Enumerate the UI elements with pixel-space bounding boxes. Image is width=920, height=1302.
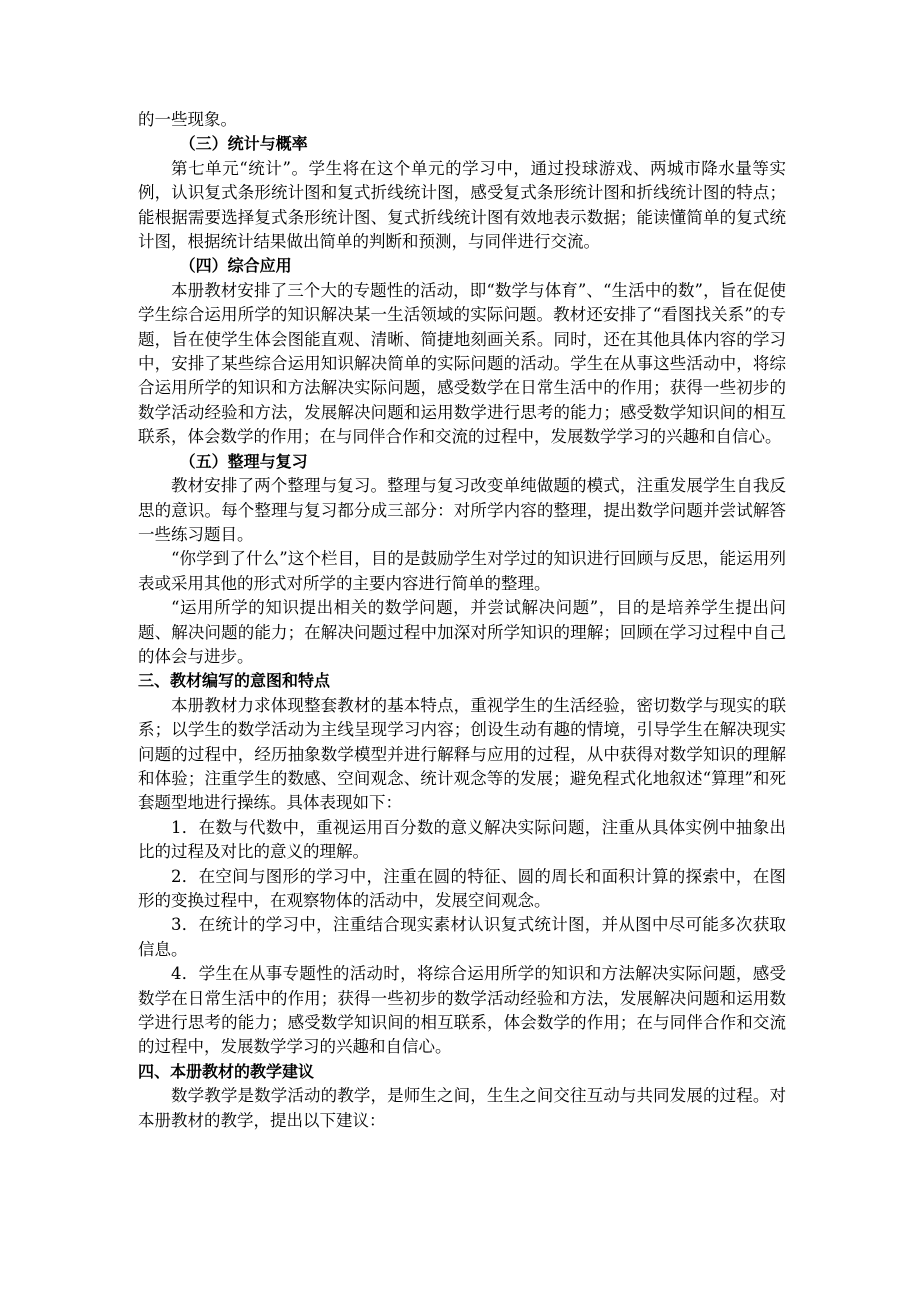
paragraph-review-1: 教材安排了两个整理与复习。整理与复习改变单纯做题的模式，注重发展学生自我反思的意识。每个整理与复习都分成三部分：对所学内容的整理，提出数学问题并尝试解答一些练习题目。 — [138, 476, 786, 544]
main-heading-intent: 三、教材编写的意图和特点 — [138, 671, 331, 691]
paragraph-continuation: 的一些现象。 — [138, 110, 237, 129]
list-item-1: 1．在数与代数中，重视运用百分数的意义解决实际问题，注重从具体实例中抽象出比的过程及对比的意义的理解。 — [138, 817, 786, 862]
list-item-3: 3．在统计的学习中，注重结合现实素材认识复式统计图，并从图中尽可能多次获取信息。 — [138, 915, 786, 959]
section-heading-review: （五）整理与复习 — [179, 451, 308, 471]
document-page — [138, 108, 786, 1133]
list-item-2: 2．在空间与图形的学习中，注重在圆的特征、圆的周长和面积计算的探索中，在图形的变换过程中，在观察物体的活动中，发展空间观念。 — [138, 866, 786, 910]
paragraph-review-2: “你学到了什么”这个栏目，目的是鼓励学生对学过的知识进行回顾与反思，能运用列表或采用其他的形式对所学的主要内容进行简单的整理。 — [138, 549, 786, 593]
paragraph-review-3: “运用所学的知识提出相关的数学问题，并尝试解决问题”，目的是培养学生提出问题、解决问题的能力；在解决问题过程中加深对所学知识的理解；回顾在学习过程中自己的体会与进步。 — [138, 598, 786, 666]
section-heading-statistics: （三）统计与概率 — [179, 134, 308, 154]
paragraph-comprehensive: 本册教材安排了三个大的专题性的活动，即“数学与体育”、“生活中的数”，旨在促使学生综合运用所学的知识解决某一生活领域的实际问题。教材还安排了“看图找关系”的专题，旨在使学生体会图能直观、清晰、简捷地刻画关系。同时，还在其他具体内容的学习中，安排了某些综合运用知识解决简单的实际问题的活动。学生在从事这些活动中，将综合运用所学的知识和方法解决实际问题，感受数学在日常生活中的作用；获得一些初步的数学活动经验和方法，发展解决问题和运用数学进行思考的能力；感受数学知识间的相互联系，体会数学的作用；在与同伴合作和交流的过程中，发展数学学习的兴趣和自信心。 — [138, 280, 786, 447]
paragraph-intent: 本册教材力求体现整套教材的基本特点，重视学生的生活经验，密切数学与现实的联系；以学生的数学活动为主线呈现学习内容；创设生动有趣的情境，引导学生在解决现实问题的过程中，经历抽象数学模型并进行解释与应用的过程，从中获得对数学知识的理解和体验；注重学生的数感、空间观念、统计观念等的发展；避免程式化地叙述“算理”和死套题型地进行操练。具体表现如下： — [138, 695, 786, 813]
paragraph-statistics: 第七单元“统计”。学生将在这个单元的学习中，通过投球游戏、两城市降水量等实例，认识复式条形统计图和复式折线统计图，感受复式条形统计图和折线统计图的特点；能根据需要选择复式条形统计图、复式折线统计图有效地表示数据；能读懂简单的复式统计图，根据统计结果做出简单的判断和预测，与同伴进行交流。 — [138, 158, 786, 252]
paragraph-suggestions: 数学教学是数学活动的教学，是师生之间，生生之间交往互动与共同发展的过程。对本册教材的教学，提出以下建议： — [138, 1086, 786, 1130]
section-heading-comprehensive: （四）综合应用 — [179, 256, 292, 276]
main-heading-suggestions: 四、本册教材的教学建议 — [138, 1061, 315, 1081]
list-item-4: 4．学生在从事专题性的活动时，将综合运用所学的知识和方法解决实际问题，感受数学在日常生活中的作用；获得一些初步的数学活动经验和方法，发展解决问题和运用数学进行思考的能力；感受数学知识间的相互联系，体会数学的作用；在与同伴合作和交流的过程中，发展数学学习的兴趣和自信心。 — [138, 964, 786, 1057]
